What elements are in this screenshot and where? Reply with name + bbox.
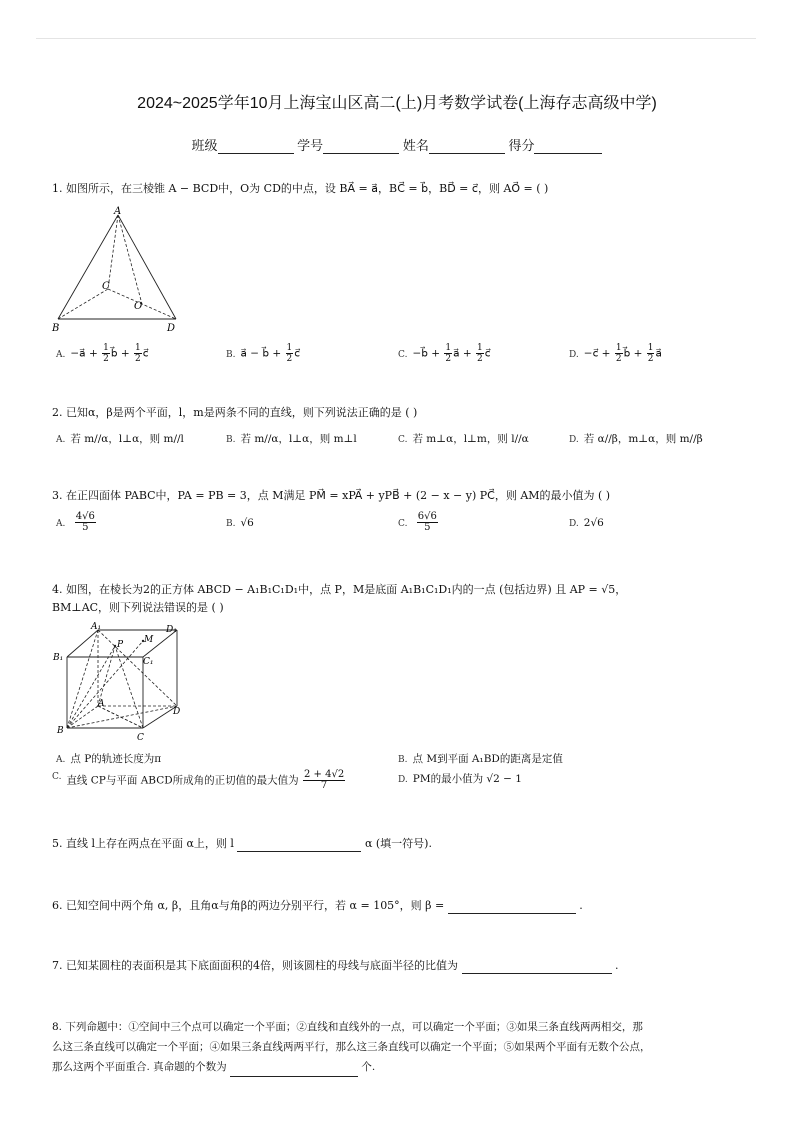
fig4-label-D1: D₁ — [166, 625, 177, 635]
q4-option-c[interactable]: C. 直线 CP与平面 ABCD所成角的正切值的最大值为 $\frac{2 + 4√2}{7}$ — [52, 769, 345, 791]
question-8 — [52, 1017, 742, 1077]
page-title: 2024~2025学年10月上海宝山区高二(上)月考数学试卷(上海存志高级中学) — [137, 95, 657, 112]
q3-option-d[interactable]: D. 2√6 — [569, 517, 604, 529]
fig4-label-P: P — [117, 640, 124, 650]
question-4-stem-line2: BM⊥AC，则下列说法错误的是 ( ) — [52, 601, 224, 614]
name-blank[interactable] — [429, 141, 505, 154]
fig4-label-C: C — [137, 733, 144, 743]
tetrahedron-figure — [50, 205, 190, 335]
class-label: 班级 — [191, 138, 218, 153]
q8-answer-blank[interactable] — [230, 1064, 358, 1077]
question-6: 6. 已知空间中两个角 α, β，且角α与角β的两边分别平行，若 α = 105°，则 β = . — [52, 899, 583, 912]
class-blank[interactable] — [218, 141, 294, 154]
fig4-label-C1: C₁ — [143, 657, 154, 667]
fig4-label-M: M — [144, 635, 154, 645]
q2-option-a[interactable]: A. 若 m//α，l⊥α，则 m//l — [56, 433, 184, 445]
q3-option-b[interactable]: B. √6 — [226, 517, 254, 529]
score-blank[interactable] — [534, 141, 602, 154]
question-2-stem: 2. 已知α，β是两个平面，l，m是两条不同的直线，则下列说法正确的是 ( ) — [52, 406, 418, 419]
q3-option-a[interactable]: A. $\frac{4√6}{5}$ — [56, 511, 95, 533]
q4-option-b[interactable]: B. 点 M到平面 A₁BD的距离是定值 — [398, 753, 563, 765]
q7-answer-blank[interactable] — [462, 961, 612, 974]
question-4-stem-line1: 4. 如图，在棱长为2的正方体 ABCD − A₁B₁C₁D₁中，点 P，M是底面 A₁B₁C₁D₁内的一点 (包括边界) 且 AP = √5， — [52, 583, 627, 596]
fig4-label-A1: A₁ — [91, 622, 102, 632]
question-1-stem: 1. 如图所示，在三棱锥 A − BCD中，O为 CD的中点，设 BA⃗ = a⃗，BC⃗ = b⃗，BD⃗ = c⃗，则 AO⃗ = ( ) — [52, 182, 549, 195]
q8-line-1: 8. 下列命题中：①空间中三个点可以确定一个平面；②直线和直线外的一点，可以确定一个平面；③如果三条直线两两相交，那 — [52, 1021, 643, 1033]
q2-option-c[interactable]: C. 若 m⊥α，l⊥m，则 l//α — [398, 433, 529, 445]
id-label: 学号 — [297, 138, 324, 153]
score-label: 得分 — [508, 138, 535, 153]
q2-option-b[interactable]: B. 若 m//α，l⊥α，则 m⊥l — [226, 433, 357, 445]
cube-figure — [50, 620, 190, 745]
q1-option-d[interactable]: D. −c⃗ + $\frac{1}{2}$ b⃗ + $\frac{1}{2}$ a⃗ — [569, 343, 662, 364]
question-7: 7. 已知某圆柱的表面积是其下底面面积的4倍，则该圆柱的母线与底面半径的比值为 . — [52, 959, 619, 972]
fig4-label-B1: B₁ — [53, 653, 64, 663]
fig1-label-C: C — [102, 281, 110, 292]
q8-line-2: 么这三条直线可以确定一个平面；④如果三条直线两两平行，那么这三条直线可以确定一个平面；⑤如果两个平面有无数个公点， — [52, 1041, 651, 1053]
q1-option-a[interactable]: A. −a⃗ + $\frac{1}{2}$ b⃗ + $\frac{1}{2}$ c⃗ — [56, 343, 149, 364]
fig4-label-B: B — [57, 726, 64, 736]
q2-option-d[interactable]: D. 若 α//β，m⊥α，则 m//β — [569, 433, 703, 445]
fig4-label-A: A — [98, 699, 105, 709]
q8-line-3: 那么这两个平面重合. 真命题的个数为 个. — [52, 1057, 742, 1077]
q1-option-b[interactable]: B. a⃗ − b⃗ + $\frac{1}{2}$ c⃗ — [226, 343, 301, 364]
q4-option-d[interactable]: D. PM的最小值为 √2 − 1 — [398, 773, 522, 785]
fig1-label-B: B — [52, 323, 60, 334]
question-3-stem: 3. 在正四面体 PABC中，PA = PB = 3，点 M满足 PM⃗ = xPA⃗ + yPB⃗ + (2 − x − y) PC⃗，则 AM的最小值为 ( ) — [52, 489, 611, 502]
q1-option-c[interactable]: C. −b⃗ + $\frac{1}{2}$ a⃗ + $\frac{1}{2}$ c⃗ — [398, 343, 491, 364]
id-blank[interactable] — [323, 141, 399, 154]
q6-answer-blank[interactable] — [448, 901, 576, 914]
fig1-label-O: O — [134, 301, 143, 312]
fig1-label-D: D — [167, 323, 176, 334]
q5-answer-blank[interactable] — [237, 839, 361, 852]
header-rule — [36, 38, 756, 39]
fig1-label-A: A — [114, 206, 122, 217]
name-label: 姓名 — [402, 138, 429, 153]
q3-option-c[interactable]: C. $\frac{6√6}{5}$ — [398, 511, 437, 533]
fig4-label-D: D — [173, 707, 181, 717]
q4-option-a[interactable]: A. 点 P的轨迹长度为π — [56, 753, 162, 765]
question-5: 5. 直线 l上存在两点在平面 α上，则 l α (填一符号). — [52, 837, 432, 850]
student-info-line — [0, 135, 794, 154]
